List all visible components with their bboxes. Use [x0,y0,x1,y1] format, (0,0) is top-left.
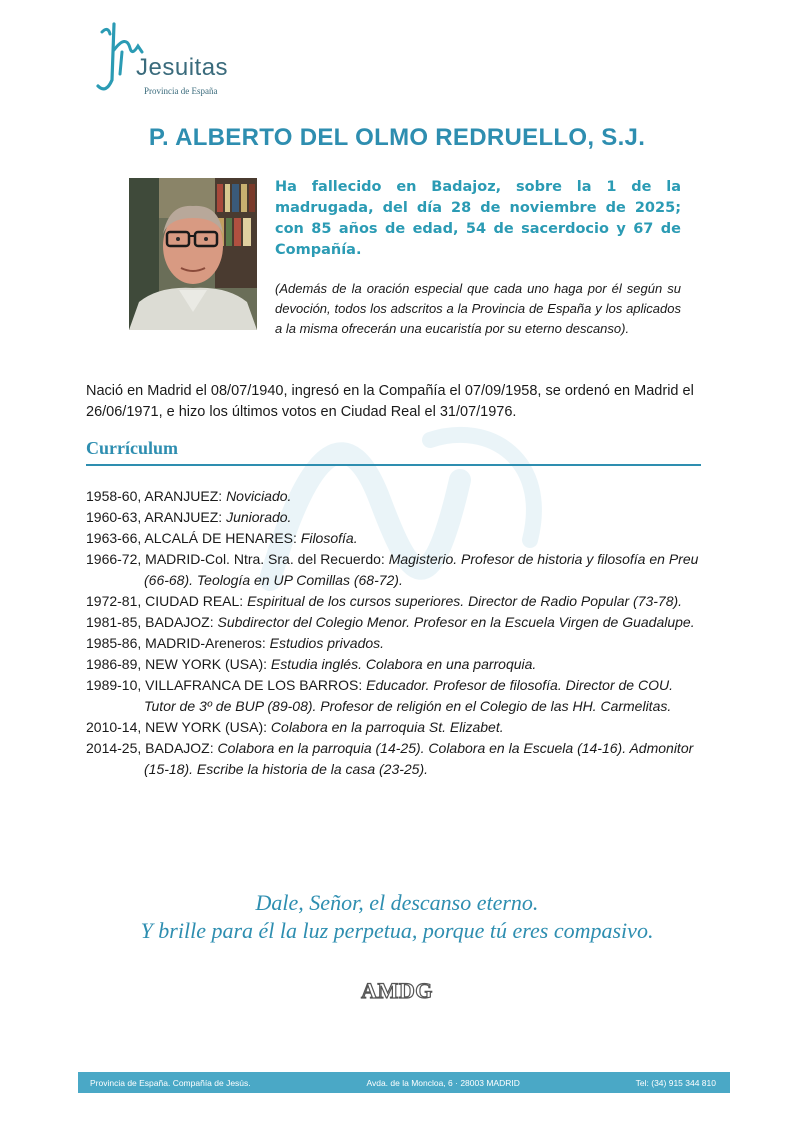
cv-place: 1963-66, ALCALÁ DE HENARES: [86,530,301,546]
jesuitas-logo [92,20,232,105]
cv-place: 1985-86, MADRID-Areneros: [86,635,270,651]
list-item [86,507,701,528]
list-item [86,612,701,633]
curriculum-heading: Currículum [86,438,178,458]
list-item [86,717,701,738]
cv-role: Colabora en la parroquia St. Elizabet. [270,719,504,735]
logo-subtitle: Provincia de España [144,86,218,96]
cv-place: 1972-81, CIUDAD REAL: [86,593,248,609]
cv-role: Educador. Profesor de filosofía. Director de COU. Tutor de 3º de BUP (89-08). Profesor de religión en el Colegio de las HH. Carmelitas. [144,677,673,714]
list-item [86,738,701,780]
list-item [86,675,701,717]
eucharist-note: (Además de la oración especial que cada uno haga por él según su devoción, todos los adscritos a la Provincia de España y los aplicados a la misma ofrecerán una eucaristía por su eterno descanso). [275,281,681,336]
prayer-line-2: Y brille para él la luz perpetua, porque tú eres compasivo. [140,918,654,943]
amdg-logo: AMDG [361,978,433,1003]
curriculum-divider [86,464,701,466]
cv-place: 1966-72, MADRID-Col. Ntra. Sra. del Recuerdo: [86,551,389,567]
list-item [86,528,701,549]
page-title: P. ALBERTO DEL OLMO REDRUELLO, S.J. [148,124,646,151]
death-announcement: Ha fallecido en Badajoz, sobre la 1 de la madrugada, del día 28 de noviembre de 2025; con 85 años de edad, 54 de sacerdocio y 67 de Compañía. [275,179,681,258]
birth-info: Nació en Madrid el 08/07/1940, ingresó en la Compañía el 07/09/1958, se ordenó en Madrid el 26/06/1971, e hizo los últimos votos en Ciudad Real el 31/07/1976. [86,383,694,420]
list-item [86,654,701,675]
cv-place: 2014-25, BADAJOZ: [86,740,218,756]
curriculum-list [86,486,701,780]
list-item [86,486,701,507]
cv-place: 1960-63, ARANJUEZ: [86,509,227,525]
cv-role: Estudia inglés. Colabora en una parroquia. [270,656,537,672]
cv-place: 1986-89, NEW YORK (USA): [86,656,271,672]
cv-role: Subdirector del Colegio Menor. Profesor en la Escuela Virgen de Guadalupe. [217,614,695,630]
cv-role: Colabora en la parroquia (14-25). Colabora en la Escuela (14-16). Admonitor (15-18). Escribe la historia de la casa (23-25). [144,740,694,777]
cv-role: Estudios privados. [269,635,385,651]
list-item [86,549,701,591]
portrait-photo [129,178,257,330]
cv-place: 1958-60, ARANJUEZ: [86,488,227,504]
cv-role: Filosofía. [300,530,358,546]
cv-role: Espiritual de los cursos superiores. Director de Radio Popular (73-78). [247,593,683,609]
cv-role: Juniorado. [226,509,292,525]
footer-address: Avda. de la Moncloa, 6 · 28003 MADRID [366,1077,520,1088]
cv-place: 1981-85, BADAJOZ: [86,614,218,630]
logo-wordmark: Jesuitas [136,54,229,81]
page-footer [78,1072,730,1093]
cv-place: 2010-14, NEW YORK (USA): [86,719,271,735]
list-item [86,633,701,654]
footer-organization: Provincia de España. Compañía de Jesús. [90,1077,251,1088]
cv-place: 1989-10, VILLAFRANCA DE LOS BARROS: [86,677,367,693]
footer-phone: Tel: (34) 915 344 810 [635,1077,716,1088]
cv-role: Noviciado. [226,488,292,504]
list-item [86,591,701,612]
prayer-line-1: Dale, Señor, el descanso eterno. [255,890,539,915]
cv-role: Magisterio. Profesor de historia y filosofía en Preu (66-68). Teología en UP Comillas (68-72). [144,551,699,588]
